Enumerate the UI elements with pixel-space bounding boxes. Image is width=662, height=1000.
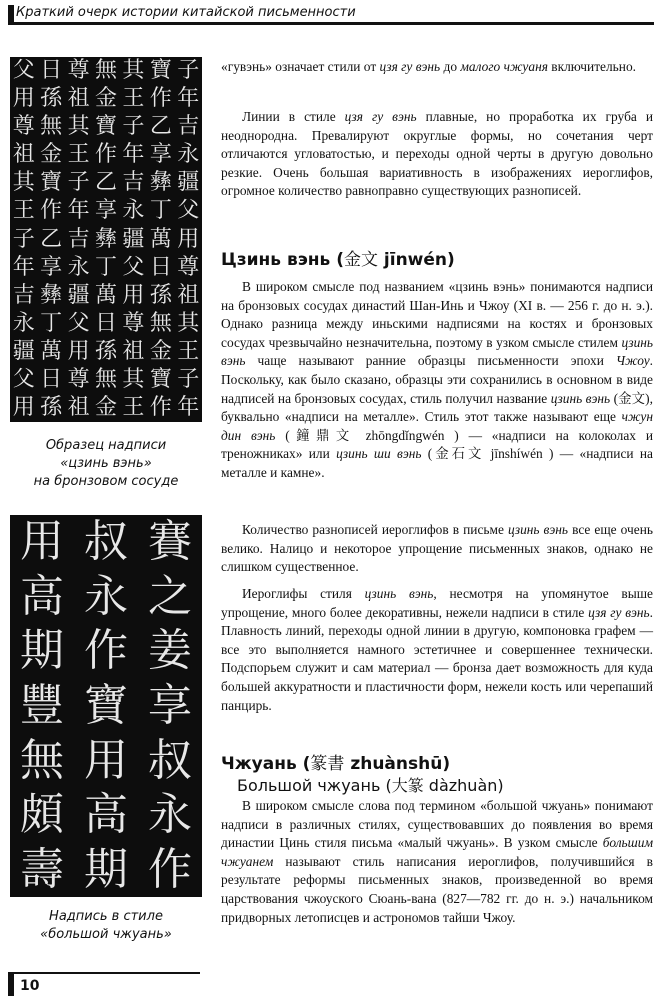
text-run: плавные, но проработка их груба и неоднородна. Превалируют округлые формы, но сочетания черт отличаются угловатостью, и переходы одной черты в другую довольно резкие. Очень большая вариативность в изображениях иероглифов, огромное количество равноправно существующих разнописей. xyxy=(221,109,653,199)
inscription-glyph: 用 xyxy=(12,86,35,112)
inscription-glyph: 乙 xyxy=(95,170,118,196)
inscription-glyph: 永 xyxy=(12,310,35,336)
heading-text: Чжуань ( xyxy=(221,754,311,774)
inscription-glyph: 其 xyxy=(122,58,145,84)
text-run: все еще очень велико. Налицо и некоторое упрощение письменных знаков, однако не слишком существенное. xyxy=(221,522,653,575)
inscription-glyph: 孫 xyxy=(40,394,63,420)
inscription-glyph: 祖 xyxy=(12,142,35,168)
subheading-dazhuan xyxy=(237,773,504,796)
inscription-glyph: 賽 xyxy=(148,516,192,568)
inscription-glyph: 父 xyxy=(67,310,90,336)
text-run: чаще называют ранние образцы письменности эпохи xyxy=(245,353,616,369)
text-run: включительно. xyxy=(547,59,636,74)
paragraph-dazhuan-definition xyxy=(221,797,653,927)
inscription-glyph: 享 xyxy=(149,142,172,168)
text-run: . Плавность линий, переходы одной линии в другую, компоновка графем — все это выполняется намного эстетичнее и совершеннее технически. Подспорьем служит и сам материал — бронза дает возможность для куда большей аккуратности и пластичности форм, нежели кость или черепаший панцирь. xyxy=(221,604,654,713)
inscription-glyph: 日 xyxy=(40,366,63,392)
figure1-caption xyxy=(10,437,202,491)
inscription-glyph: 彝 xyxy=(40,282,63,308)
term: цзинь вэнь xyxy=(221,334,653,369)
inscription-glyph: 作 xyxy=(40,198,63,224)
inscription-glyph: 叔 xyxy=(84,516,128,568)
heading-text: Цзинь вэнь ( xyxy=(221,250,344,270)
text-run: В широком смысле под названием «цзинь вэнь» понимаются надписи на бронзовых сосудах династий Шан-Инь и Чжоу (XI в. — 256 г. до н. э.). Однако разница между иньскими надписями на костях и бронзовых сосудах чрезвычайно незначительна, поэтому в узком смысле стилем xyxy=(221,279,653,350)
text-run: Линии в стиле xyxy=(242,109,345,124)
inscription-glyph: 用 xyxy=(122,282,145,308)
large-zhuan-inscription-image xyxy=(10,515,202,897)
text-run: до xyxy=(440,59,461,74)
inscription-glyph: 用 xyxy=(67,338,90,364)
inscription-glyph: 孫 xyxy=(149,282,172,308)
inscription-glyph: 父 xyxy=(122,254,145,280)
term: цзинь вэнь xyxy=(364,586,434,601)
inscription-glyph: 用 xyxy=(20,516,64,568)
term: цзинь вэнь xyxy=(507,522,569,537)
inscription-glyph: 寶 xyxy=(149,58,172,84)
inscription-glyph: 之 xyxy=(148,570,192,622)
heading-pinyin: jīnwén) xyxy=(378,250,455,270)
inscription-glyph: 王 xyxy=(122,86,145,112)
footer-rule xyxy=(8,972,200,974)
inscription-glyph: 疆 xyxy=(67,282,90,308)
inscription-glyph: 王 xyxy=(177,338,200,364)
inscription-glyph: 無 xyxy=(95,58,118,84)
inscription-glyph: 子 xyxy=(177,58,200,84)
inscription-glyph: 祖 xyxy=(122,338,145,364)
inscription-glyph: 高 xyxy=(84,789,128,841)
inscription-glyph: 丁 xyxy=(40,310,63,336)
inscription-glyph: 祖 xyxy=(67,394,90,420)
inscription-glyph: 子 xyxy=(122,114,145,140)
term: цзинь ши вэнь xyxy=(336,446,422,462)
running-header-title: Краткий очерк истории китайской письменности xyxy=(16,5,356,20)
figure1-caption-line: «цзинь вэнь» xyxy=(60,456,152,471)
subheading-hanzi: 大篆 xyxy=(391,776,424,795)
inscription-glyph: 祖 xyxy=(177,282,200,308)
inscription-glyph: 頗 xyxy=(20,789,64,841)
inscription-glyph: 用 xyxy=(12,394,35,420)
inscription-glyph: 父 xyxy=(12,366,35,392)
heading-pinyin: zhuànshū) xyxy=(344,754,451,774)
term: цзя гу вэнь xyxy=(379,59,441,74)
inscription-glyph: 萬 xyxy=(149,226,172,252)
inscription-glyph: 日 xyxy=(149,254,172,280)
inscription-glyph: 孫 xyxy=(40,86,63,112)
inscription-glyph: 叔 xyxy=(148,734,192,786)
inscription-glyph: 作 xyxy=(95,142,118,168)
inscription-glyph: 吉 xyxy=(12,282,35,308)
inscription-glyph: 父 xyxy=(177,198,200,224)
figure2-caption xyxy=(10,908,202,944)
inscription-glyph: 寶 xyxy=(84,680,128,731)
inscription-glyph: 作 xyxy=(84,625,128,677)
term: малого чжуаня xyxy=(460,59,548,74)
bronze-inscription-image xyxy=(10,57,202,422)
subheading-pinyin: dàzhuàn) xyxy=(423,776,504,795)
paragraph-jinwen-variants xyxy=(221,521,653,577)
inscription-glyph: 享 xyxy=(40,254,63,280)
inscription-glyph: 吉 xyxy=(67,226,90,252)
inscription-glyph: 期 xyxy=(20,625,64,677)
inscription-glyph: 年 xyxy=(67,198,90,224)
inscription-glyph: 尊 xyxy=(12,114,35,140)
paragraph-jiagu-lines xyxy=(221,108,653,201)
inscription-glyph: 父 xyxy=(12,58,35,84)
inscription-glyph: 高 xyxy=(20,570,64,622)
inscription-glyph: 吉 xyxy=(122,170,145,196)
inscription-glyph: 日 xyxy=(40,58,63,84)
inscription-glyph: 無 xyxy=(149,310,172,336)
text-run: , несмотря на упомянутое выше упрощение, много более декоративны, нежели надписи в стиле xyxy=(221,586,653,620)
inscription-glyph: 年 xyxy=(177,394,200,420)
figure2-caption-line: «большой чжуань» xyxy=(40,927,172,942)
paragraph-gu-wen-continuation xyxy=(221,58,653,77)
inscription-glyph: 萬 xyxy=(95,282,118,308)
inscription-glyph: 疆 xyxy=(177,170,200,196)
text-run: . Поскольку, как было сказано, образцы эти сохранились в основном в виде надписей на бронзовых сосудах, стиль получил название xyxy=(221,353,653,406)
inscription-glyph: 乙 xyxy=(40,226,63,252)
page-number: 10 xyxy=(20,978,40,994)
inscription-glyph: 其 xyxy=(67,114,90,140)
inscription-glyph: 日 xyxy=(95,310,118,336)
text-run: (鐘鼎文 zhōngdǐngwén ) — «надписи на колоколах и треножниках» или xyxy=(221,427,653,462)
inscription-glyph: 作 xyxy=(149,86,172,112)
inscription-glyph: 期 xyxy=(84,843,128,895)
inscription-glyph: 寶 xyxy=(95,114,118,140)
term: цзя гу вэнь xyxy=(344,109,417,124)
inscription-glyph: 金 xyxy=(95,394,118,420)
heading-hanzi: 篆書 xyxy=(310,754,345,774)
text-run: (金文), буквально «надписи на металле». Стиль этот также называют еще xyxy=(221,390,653,425)
inscription-glyph: 乙 xyxy=(149,114,172,140)
inscription-glyph: 祖 xyxy=(67,86,90,112)
term: большим чжуанем xyxy=(221,835,653,869)
inscription-glyph: 子 xyxy=(177,366,200,392)
heading-hanzi: 金文 xyxy=(344,250,378,270)
inscription-glyph: 尊 xyxy=(67,366,90,392)
footer-tick xyxy=(8,972,14,996)
text-run: Количество разнописей иероглифов в письме xyxy=(242,522,508,537)
inscription-glyph: 尊 xyxy=(122,310,145,336)
inscription-glyph: 金 xyxy=(40,142,63,168)
inscription-glyph: 用 xyxy=(84,734,128,786)
inscription-glyph: 丁 xyxy=(149,198,172,224)
inscription-glyph: 壽 xyxy=(20,843,64,895)
inscription-glyph: 彝 xyxy=(95,226,118,252)
inscription-glyph: 寶 xyxy=(40,170,63,196)
figure1-caption-line: на бронзовом сосуде xyxy=(33,474,179,489)
inscription-glyph: 無 xyxy=(95,366,118,392)
inscription-glyph: 其 xyxy=(12,170,35,196)
inscription-glyph: 年 xyxy=(177,86,200,112)
inscription-glyph: 無 xyxy=(40,114,63,140)
text-run: «гувэнь» означает стили от xyxy=(221,59,380,74)
subheading-text: Большой чжуань ( xyxy=(237,776,392,795)
inscription-glyph: 無 xyxy=(20,734,64,786)
inscription-glyph: 彝 xyxy=(149,170,172,196)
heading-jinwen xyxy=(221,245,455,270)
inscription-glyph: 永 xyxy=(67,254,90,280)
inscription-glyph: 永 xyxy=(177,142,200,168)
inscription-glyph: 王 xyxy=(122,394,145,420)
text-run: Иероглифы стиля xyxy=(242,586,365,601)
inscription-glyph: 王 xyxy=(12,198,35,224)
inscription-glyph: 豐 xyxy=(20,680,64,731)
term: цзинь вэнь xyxy=(550,390,611,406)
figure1-caption-line: Образец надписи xyxy=(45,438,167,453)
inscription-glyph: 吉 xyxy=(177,114,200,140)
inscription-glyph: 金 xyxy=(95,86,118,112)
heading-zhuan xyxy=(221,749,450,774)
inscription-glyph: 子 xyxy=(12,226,35,252)
inscription-glyph: 其 xyxy=(122,366,145,392)
inscription-glyph: 丁 xyxy=(95,254,118,280)
paragraph-jinwen-definition xyxy=(221,278,653,483)
inscription-glyph: 作 xyxy=(149,394,172,420)
inscription-glyph: 用 xyxy=(177,226,200,252)
inscription-glyph: 王 xyxy=(67,142,90,168)
inscription-glyph: 尊 xyxy=(177,254,200,280)
inscription-glyph: 永 xyxy=(122,198,145,224)
inscription-glyph: 金 xyxy=(149,338,172,364)
term: цзя гу вэнь xyxy=(588,604,650,620)
inscription-glyph: 疆 xyxy=(12,338,35,364)
inscription-glyph: 年 xyxy=(122,142,145,168)
inscription-glyph: 永 xyxy=(84,570,128,622)
term: чжун дин вэнь xyxy=(221,409,653,443)
paragraph-jinwen-decorative xyxy=(221,585,653,715)
inscription-glyph: 其 xyxy=(177,310,200,336)
inscription-glyph: 年 xyxy=(12,254,35,280)
inscription-glyph: 子 xyxy=(67,170,90,196)
inscription-glyph: 享 xyxy=(148,680,192,731)
inscription-glyph: 作 xyxy=(148,843,192,895)
text-run: В широком смысле слова под термином «большой чжуань» понимают надписи в различных стилях, существовавших до появления во время династии Цинь стиля письма «малый чжуань». В узком смысле xyxy=(221,798,653,851)
inscription-glyph: 疆 xyxy=(122,226,145,252)
inscription-glyph: 享 xyxy=(95,198,118,224)
text-run: называют стиль написания иероглифов, получившийся в результате реформы письменных знаков, произведенной во время царствования чжоуского Сюань-вана (827—782 гг. до н. э.) начальником придворных летописцев и астрономов тайши Чжоу. xyxy=(221,853,653,925)
text-run: (金石文 jīnshíwén ) — «надписи на металле и камне». xyxy=(221,446,654,480)
inscription-glyph: 永 xyxy=(148,789,192,841)
inscription-glyph: 尊 xyxy=(67,58,90,84)
inscription-glyph: 孫 xyxy=(95,338,118,364)
inscription-glyph: 寶 xyxy=(149,366,172,392)
term: Чжоу xyxy=(615,353,650,369)
inscription-glyph: 姜 xyxy=(148,625,192,677)
inscription-glyph: 萬 xyxy=(40,338,63,364)
figure2-caption-line: Надпись в стиле xyxy=(49,909,163,924)
